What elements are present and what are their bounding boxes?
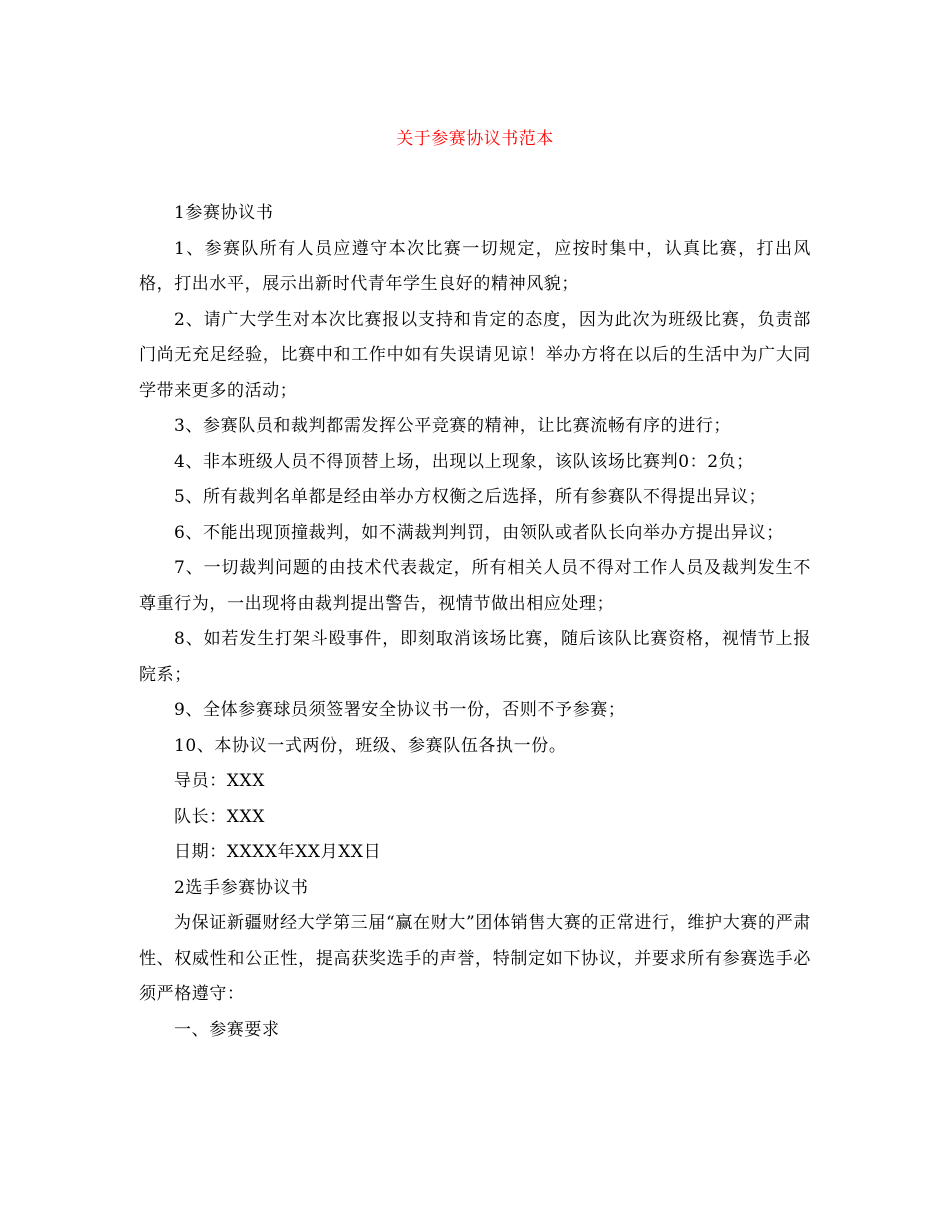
paragraph: 10、本协议一式两份，班级、参赛队伍各执一份。 bbox=[174, 735, 567, 756]
paragraph: 8、如若发生打架斗殴事件，即刻取消该场比赛，随后该队比赛资格，视情节上报院系； bbox=[139, 629, 811, 685]
paragraph: 1、参赛队所有人员应遵守本次比赛一切规定，应按时集中，认真比赛，打出风格，打出水平，展示出新时代青年学生良好的精神风貌； bbox=[139, 238, 811, 294]
document-body bbox=[139, 196, 811, 1048]
date-line: 日期：XXXX年XX月XX日 bbox=[174, 842, 382, 862]
section-heading-2: 2选手参赛协议书 bbox=[174, 877, 309, 898]
paragraph: 9、全体参赛球员须签署安全协议书一份，否则不予参赛； bbox=[174, 700, 626, 720]
paragraph: 3、参赛队员和裁判都需发挥公平竞赛的精神，让比赛流畅有序的进行； bbox=[174, 416, 732, 436]
paragraph: 为保证新疆财经大学第三届“赢在财大”团体销售大赛的正常进行，维护大赛的严肃性、权威性和公正性，提高获奖选手的声誉，特制定如下协议，并要求所有参赛选手必须严格遵守： bbox=[139, 913, 811, 1004]
paragraph: 7、一切裁判问题的由技术代表裁定，所有相关人员不得对工作人员及裁判发生不尊重行为，一出现将由裁判提出警告，视情节做出相应处理； bbox=[139, 558, 811, 614]
paragraph: 4、非本班级人员不得顶替上场，出现以上现象，该队该场比赛判0：2负； bbox=[174, 451, 754, 472]
document-title: 关于参赛协议书范本 bbox=[396, 129, 554, 149]
section-heading-1: 1参赛协议书 bbox=[174, 203, 274, 223]
paragraph: 5、所有裁判名单都是经由举办方权衡之后选择，所有参赛队不得提出异议； bbox=[174, 487, 767, 507]
paragraph: 2、请广大学生对本次比赛报以支持和肯定的态度，因为此次为班级比赛，负责部门尚无充足经验，比赛中和工作中如有失误请见谅！举办方将在以后的生活中为广大同学带来更多的活动； bbox=[139, 309, 811, 401]
signature-line-captain: 队长：XXX bbox=[174, 806, 265, 827]
signature-line-advisor: 导员：XXX bbox=[174, 771, 265, 791]
paragraph: 6、不能出现顶撞裁判，如不满裁判判罚，由领队或者队长向举办方提出异议； bbox=[174, 522, 784, 543]
subsection-heading: 一、参赛要求 bbox=[174, 1019, 280, 1040]
